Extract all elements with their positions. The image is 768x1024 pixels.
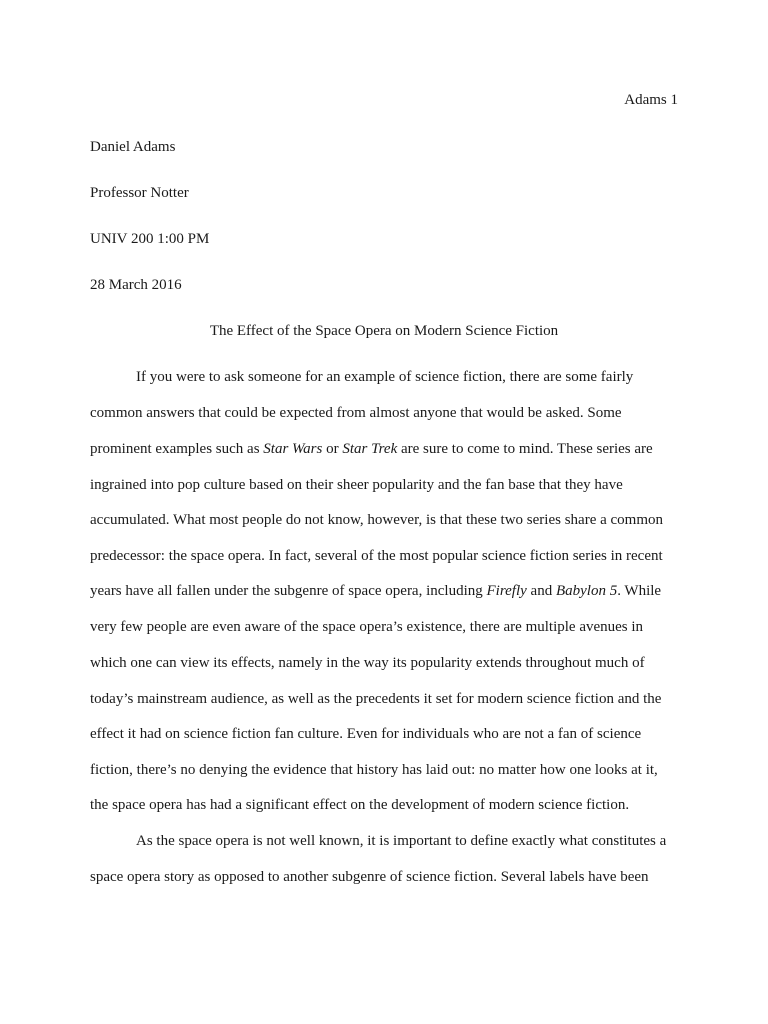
body-line: which one can view its effects, namely in the way its popularity extends throughout much of <box>90 655 645 671</box>
body-line: common answers that could be expected from almost anyone that would be asked. Some <box>90 405 622 421</box>
body-text: and <box>526 583 556 599</box>
body-text: years have all fallen under the subgenre of space opera, including <box>90 583 487 599</box>
body-line: If you were to ask someone for an example of science fiction, there are some fairly <box>136 369 634 385</box>
italic-title: Babylon 5 <box>555 583 618 599</box>
body-line: fiction, there’s no denying the evidence that history has laid out: no matter how one looks at it, <box>90 762 658 778</box>
paper-title: The Effect of the Space Opera on Modern Science Fiction <box>209 323 559 339</box>
body-line: the space opera has had a significant effect on the development of modern science fiction. <box>90 797 630 813</box>
italic-title: Firefly <box>486 583 527 599</box>
body-line <box>90 583 661 600</box>
author-name: Daniel Adams <box>90 139 176 155</box>
body-text: prominent examples such as <box>90 441 264 457</box>
body-line: today’s mainstream audience, as well as the precedents it set for modern science fiction and the <box>90 691 662 707</box>
body-line: As the space opera is not well known, it is important to define exactly what constitutes a <box>136 833 667 849</box>
body-line: predecessor: the space opera. In fact, several of the most popular science fiction series in recent <box>90 548 663 564</box>
running-header: Adams 1 <box>624 92 678 108</box>
body-line: effect it had on science fiction fan culture. Even for individuals who are not a fan of science <box>90 726 642 742</box>
body-line: accumulated. What most people do not know, however, is that these two series share a common <box>90 512 663 528</box>
course-info: UNIV 200 1:00 PM <box>90 231 210 247</box>
body-line: space opera story as opposed to another subgenre of science fiction. Several labels have been <box>90 869 649 885</box>
italic-title: Star Wars <box>263 441 323 457</box>
body-line: very few people are even aware of the space opera’s existence, there are multiple avenues in <box>90 619 644 635</box>
body-text: are sure to come to mind. These series are <box>397 441 653 457</box>
body-line <box>90 441 653 458</box>
paper-date: 28 March 2016 <box>90 277 182 293</box>
body-line: ingrained into pop culture based on their sheer popularity and the fan base that they have <box>90 477 623 493</box>
italic-title: Star Trek <box>342 441 398 457</box>
body-text: or <box>322 441 343 457</box>
professor-name: Professor Notter <box>90 185 189 201</box>
body-text: . While <box>617 583 662 599</box>
